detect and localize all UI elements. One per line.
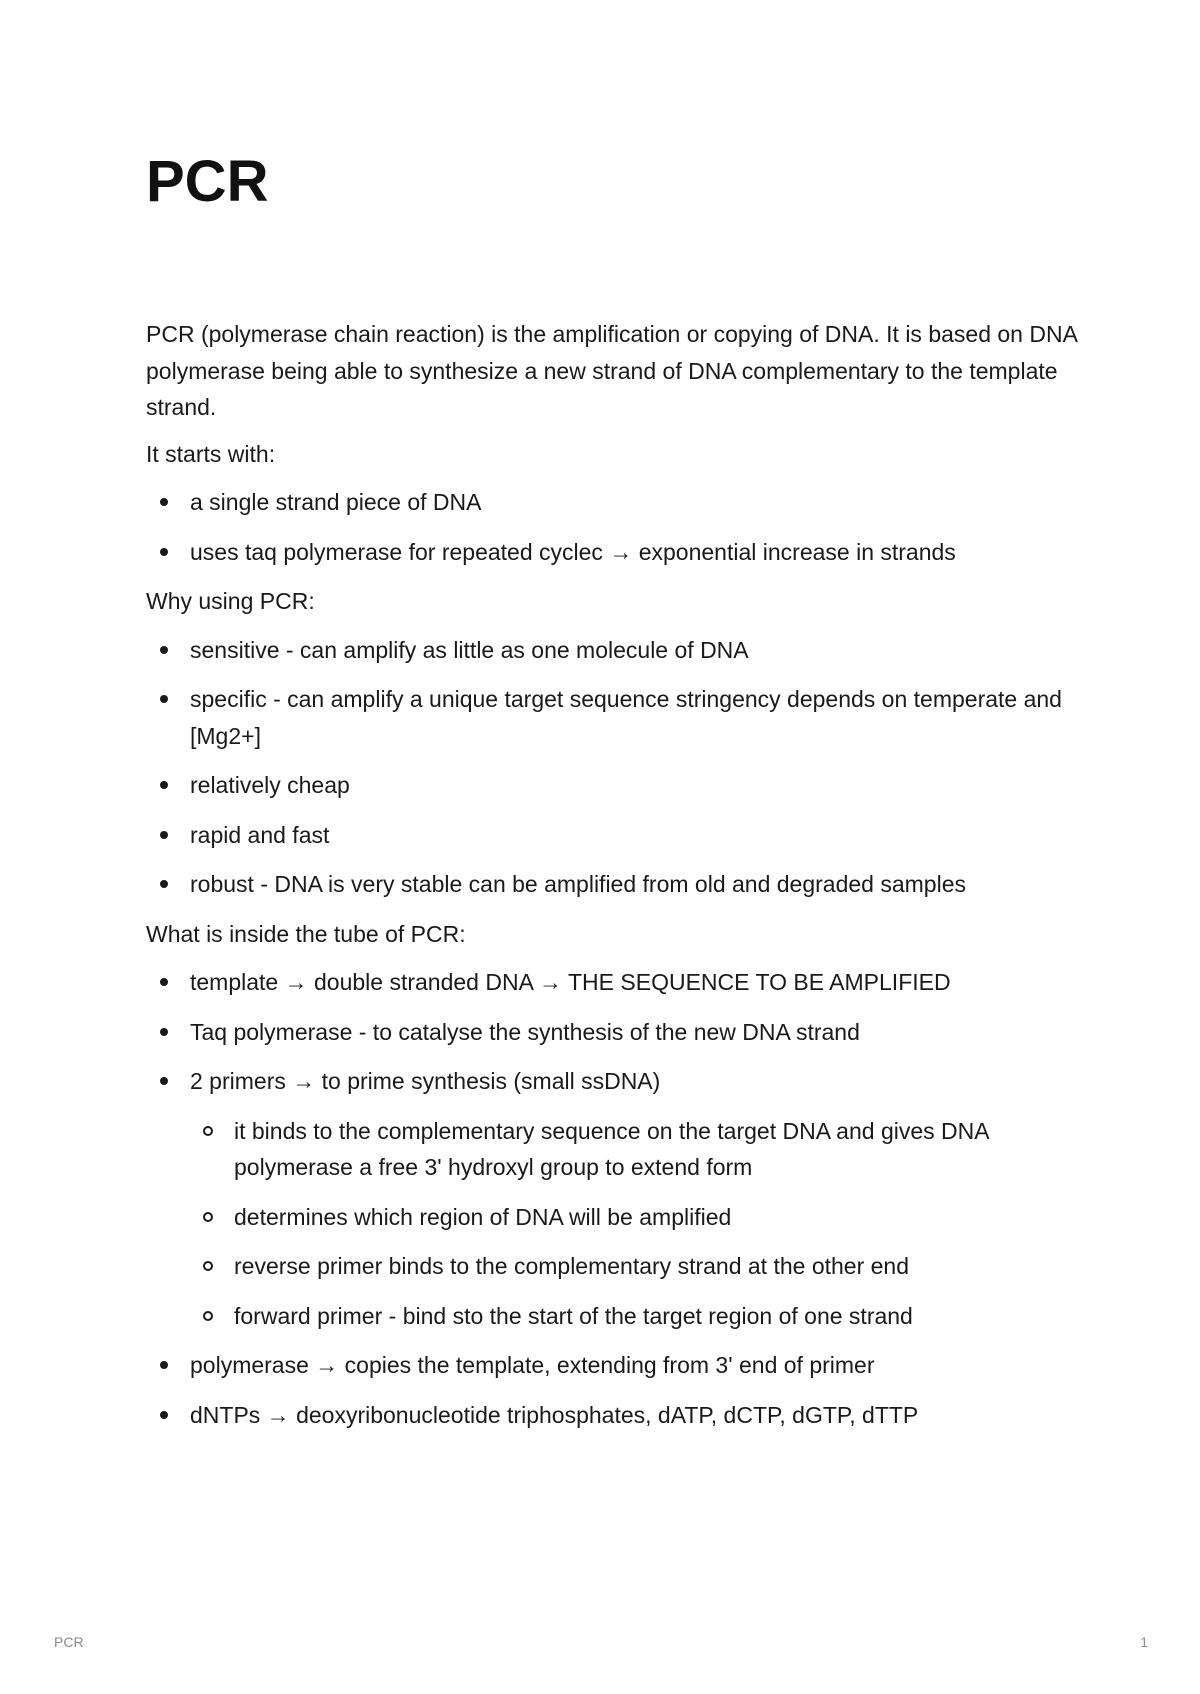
list-item-text: relatively cheap	[190, 772, 350, 798]
sub-list-item-text: reverse primer binds to the complementary strand at the other end	[234, 1253, 910, 1279]
list-item-text: Taq polymerase - to catalyse the synthesis of the new DNA strand	[190, 1018, 860, 1045]
sub-list-item	[190, 1113, 1086, 1186]
document-body	[146, 316, 1086, 1446]
sub-list-item	[190, 1199, 1086, 1236]
list-item-text: uses taq polymerase for repeated cyclec → exponential increase in strands	[190, 538, 956, 565]
hollow-bullet-icon	[203, 1261, 213, 1271]
bullet-icon	[160, 978, 168, 986]
bullet-icon	[160, 880, 168, 888]
list-item-text: sensitive - can amplify as little as one molecule of DNA	[190, 636, 749, 663]
section-heading-inside-tube: What is inside the tube of PCR:	[146, 920, 466, 947]
bullet-icon	[160, 1361, 168, 1369]
list-item	[146, 1014, 1086, 1051]
bullet-icon	[160, 548, 168, 556]
list-item-text: polymerase → copies the template, extending from 3' end of primer	[190, 1352, 875, 1378]
list-item	[146, 964, 1086, 1001]
list-item-text: a single strand piece of DNA	[190, 489, 482, 515]
why-pcr-list	[146, 632, 1086, 903]
list-item	[146, 681, 1086, 754]
bullet-icon	[160, 1028, 168, 1036]
primer-sublist	[190, 1113, 1086, 1335]
sub-list-item-text: determines which region of DNA will be amplified	[234, 1203, 732, 1230]
sub-list-item	[190, 1248, 1086, 1285]
sub-list-item-text: it binds to the complementary sequence on the target DNA and gives DNA polymerase a free 3' hydroxyl group to extend form	[234, 1117, 989, 1180]
sub-list-item-text: forward primer - bind sto the start of the target region of one strand	[234, 1302, 913, 1329]
bullet-icon	[160, 646, 168, 654]
list-item	[146, 817, 1086, 854]
list-item	[146, 1063, 1086, 1334]
list-item	[146, 767, 1086, 804]
section-heading-why-pcr: Why using PCR:	[146, 588, 315, 614]
list-item-text: dNTPs → deoxyribonucleotide triphosphates, dATP, dCTP, dGTP, dTTP	[190, 1401, 919, 1428]
hollow-bullet-icon	[203, 1311, 213, 1321]
footer-document-name: PCR	[54, 1634, 84, 1650]
list-item-text: 2 primers → to prime synthesis (small ssDNA)	[190, 1068, 661, 1094]
intro-paragraph: PCR (polymerase chain reaction) is the amplification or copying of DNA. It is based on DNA polymerase being able to synthesize a new strand of DNA complementary to the template strand.	[146, 321, 1077, 420]
hollow-bullet-icon	[203, 1212, 213, 1222]
starts-with-list	[146, 484, 1086, 570]
bullet-icon	[160, 781, 168, 789]
section-heading-starts-with: It starts with:	[146, 440, 276, 467]
list-item	[146, 632, 1086, 669]
bullet-icon	[160, 498, 168, 506]
page-title: PCR	[146, 149, 269, 214]
list-item	[146, 484, 1086, 521]
bullet-icon	[160, 695, 168, 703]
sub-list-item	[190, 1298, 1086, 1335]
inside-tube-list	[146, 964, 1086, 1433]
bullet-icon	[160, 1411, 168, 1419]
bullet-icon	[160, 831, 168, 839]
list-item-text: template → double stranded DNA → THE SEQUENCE TO BE AMPLIFIED	[190, 969, 951, 995]
list-item	[146, 534, 1086, 571]
hollow-bullet-icon	[203, 1126, 213, 1136]
list-item	[146, 1347, 1086, 1384]
list-item-text: specific - can amplify a unique target sequence stringency depends on temperate and [Mg2+]	[190, 686, 1062, 749]
list-item	[146, 1397, 1086, 1434]
list-item	[146, 866, 1086, 903]
footer-page-number: 1	[1140, 1634, 1148, 1650]
list-item-text: rapid and fast	[190, 821, 330, 848]
list-item-text: robust - DNA is very stable can be amplified from old and degraded samples	[190, 871, 967, 897]
bullet-icon	[160, 1077, 168, 1085]
